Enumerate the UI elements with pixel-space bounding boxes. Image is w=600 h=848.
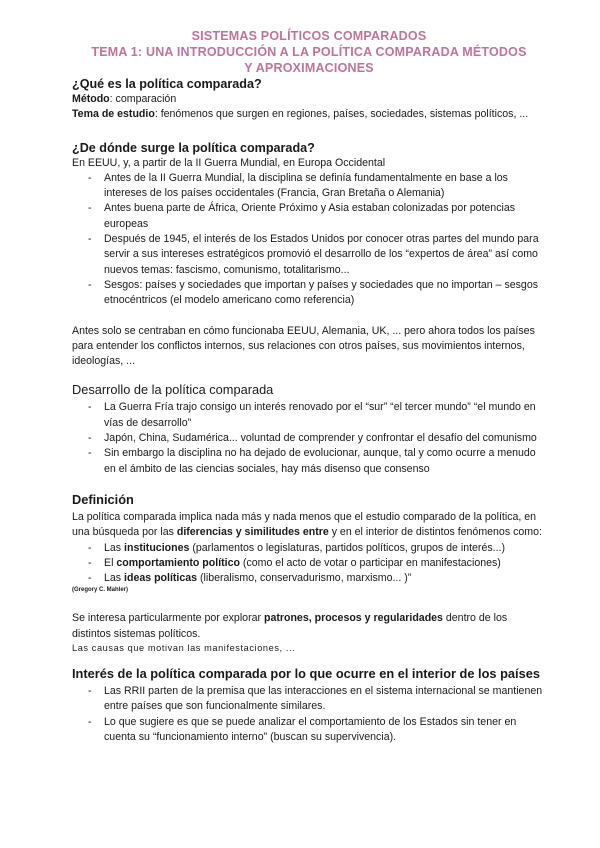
section-heading: Desarrollo de la política comparada [72,382,274,398]
topic-title: TEMA 1: UNA INTRODUCCIÓN A LA POLÍTICA COMPARADA MÉTODOS Y APROXIMACIONES [91,45,527,75]
origin-paragraph: Antes solo se centraban en cómo funcionaba EEUU, Alemania, UK, ... pero ahora todos los países para entender los conflictos internos, sus relaciones con otros países, sus movimientos internos, ideologías, ... [72,324,535,368]
definition-paragraph: La política comparada implica nada más y nada menos que el estudio comparado de la política, en una búsqueda por las diferencias y similitudes entre y en el interior de distintos fenómenos como: [72,510,542,539]
internal-bullet-list [72,684,546,745]
method-label: Método [72,93,110,105]
course-title: SISTEMAS POLÍTICOS COMPARADOS [191,29,427,43]
list-item: - Después de 1945, el interés de los Estados Unidos por conocer otras partes del mundo para servir a sus intereses estratégicos promovió el desarrollo de los “expertos de área” así como nuevos temas: fascismo, comunismo, totalitarismo... [88,233,539,276]
study-topic-text: : fenómenos que surgen en regiones, países, sociedades, sistemas políticos, ... [154,108,529,121]
section-origin [72,140,546,370]
list-item: - Sesgos: países y sociedades que importan y países y sociedades que no importan – sesgos etnocéntricos (el modelo americano como referencia) [88,278,539,307]
list-item: - El comportamiento político (como el acto de votar o participar en manifestaciones) [88,556,501,569]
list-item: - Antes de la II Guerra Mundial, la disciplina se definía fundamentalmente en base a los intereses de los países occidentales (Francia, Gran Bretaña o Alemania) [88,171,508,200]
list-item: - Las ideas políticas (liberalismo, conservadurismo, marxismo... )” [88,572,412,585]
development-bullet-list [72,400,546,476]
list-item: - Antes buena parte de África, Oriente Próximo y Asia estaban colonizadas por potencias europeas [88,202,516,230]
citation: (Gregory C. Mahler) [72,587,129,594]
definition-bullet-list [72,541,546,587]
method-line [72,92,546,107]
document-title [72,28,546,76]
section-heading: ¿Qué es la política comparada? [72,77,262,91]
study-topic-label: Tema de estudio [72,108,155,121]
study-topic-line [72,107,546,122]
handwritten-note: Las causas que motivan las manifestaciones, ... [72,643,296,654]
section-heading: ¿De dónde surge la política comparada? [72,140,315,155]
patterns-paragraph: Se interesa particularmente por explorar patrones, procesos y regularidades dentro de los distintos sistemas políticos. [72,612,508,640]
section-internal-interest [72,665,546,745]
section-what-is [72,76,546,123]
section-heading: Interés de la política comparada por lo que ocurre en el interior de los países [72,666,540,682]
list-item: - Sin embargo la disciplina no ha dejado de evolucionar, aunque, tal y como ocurre a menudo en el ámbito de las ciencias sociales, hay más disenso que consenso [88,447,536,475]
list-item: - Las RRII parten de la premisa que las interacciones en el sistema internacional se mantienen entre países que son funcionalmente similares. [88,685,543,713]
section-development [72,381,546,476]
list-item: - Las instituciones (parlamentos o legislaturas, partidos políticos, grupos de interés...) [88,541,505,554]
list-item: - La Guerra Fría trajo consigo un interés renovado por el “sur” “el tercer mundo” “el mundo en vías de desarrollo” [88,401,536,429]
origin-intro: En EEUU, y, a partir de la II Guerra Mundial, en Europa Occidental [72,156,386,169]
section-heading: Definición [72,491,134,507]
origin-bullet-list [72,171,546,309]
list-item: - Lo que sugiere es que se puede analizar el comportamiento de los Estados sin tener en cuenta su “funcionamiento interno” (buscan su supervivencia). [88,715,517,743]
section-definition [72,491,546,655]
method-text: : comparación [109,93,177,105]
list-item: - Japón, China, Sudamérica... voluntad de comprender y confrontar el desafío del comunismo [88,432,537,445]
